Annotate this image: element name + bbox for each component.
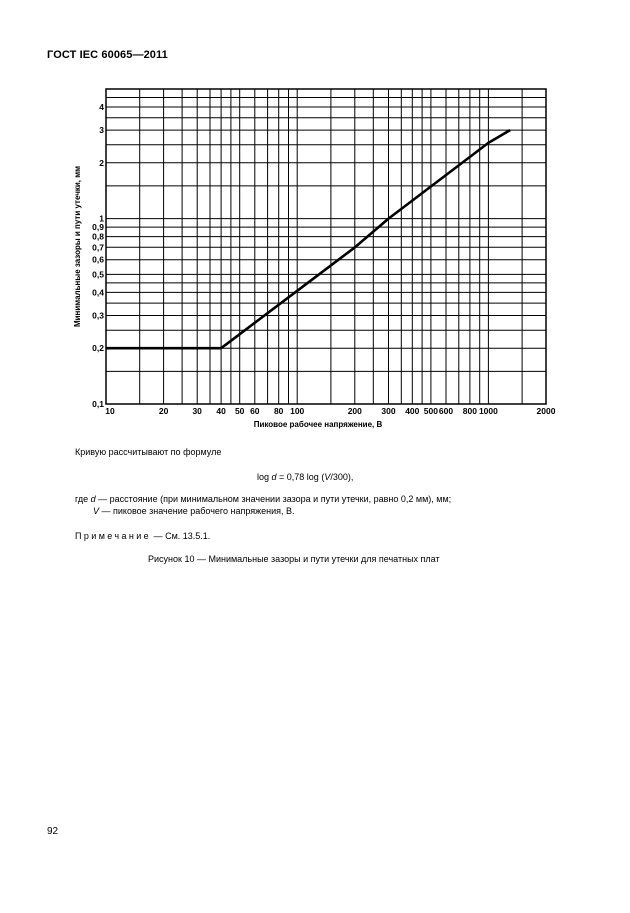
y-tick-labels (92, 102, 104, 409)
x-tick-label: 50 (234, 406, 245, 416)
figure-caption: Рисунок 10 — Минимальные зазоры и пути утечки для печатных плат (148, 554, 440, 564)
legend-part: — расстояние (при минимальном значении зазора и пути утечки, равно 0,2 мм), мм; (95, 494, 452, 504)
y-axis-title: Минимальные зазоры и пути утечки, мм (73, 165, 82, 328)
y-tick-label: 0,1 (92, 399, 104, 409)
y-tick-label: 0,7 (92, 242, 104, 253)
note-label: Примечание (75, 531, 152, 541)
x-tick-labels (105, 406, 555, 416)
x-tick-label: 10 (105, 406, 115, 416)
formula (257, 471, 353, 483)
x-tick-label: 30 (192, 406, 202, 416)
y-tick-label: 0,2 (92, 343, 104, 354)
legend-var-d: d (90, 494, 96, 504)
y-tick-label: 2 (99, 157, 104, 168)
x-axis-title: Пиковое рабочее напряжение, В (253, 420, 383, 429)
y-tick-label: 1 (99, 213, 104, 224)
formula-part: /300), (330, 472, 354, 482)
legend-var-v: V (93, 506, 100, 516)
x-tick-label: 80 (273, 406, 284, 416)
x-tick-label: 2000 (536, 406, 556, 416)
x-tick-label: 100 (290, 406, 305, 416)
legend-v (93, 505, 295, 517)
page-number: 92 (47, 826, 59, 837)
legend-d (75, 493, 451, 505)
formula-var-v: V (324, 472, 331, 482)
legend-part: где (75, 494, 91, 504)
y-tick-label: 0,8 (92, 231, 104, 242)
x-tick-label: 300 (381, 406, 396, 416)
x-tick-label: 20 (158, 406, 169, 416)
x-tick-label: 200 (347, 406, 362, 416)
formula-var-d: d (271, 472, 277, 482)
y-tick-label: 0,4 (92, 287, 104, 298)
y-tick-label: 4 (99, 102, 104, 112)
clearance-chart (0, 0, 630, 440)
formula-part: log (257, 472, 272, 482)
y-tick-label: 0,6 (92, 254, 104, 265)
x-tick-label: 1000 (478, 406, 498, 416)
note-text: — См. 13.5.1. (151, 531, 211, 541)
chart-grid (106, 89, 546, 404)
x-tick-label: 600 (438, 406, 454, 416)
y-tick-label: 0,9 (92, 222, 104, 233)
x-tick-label: 40 (216, 406, 226, 416)
y-tick-label: 0,3 (92, 310, 104, 321)
note (75, 530, 210, 542)
document-header: ГОСТ IEC 60065—2011 (47, 49, 168, 61)
legend-part: — пиковое значение рабочего напряжения, В. (99, 506, 295, 516)
x-tick-label: 60 (250, 406, 260, 416)
x-tick-label: 500 (423, 406, 438, 416)
formula-intro: Кривую рассчитывают по формуле (75, 447, 222, 457)
formula-part: = 0,78 log ( (276, 472, 325, 482)
y-tick-label: 0,5 (92, 269, 104, 280)
x-tick-label: 400 (405, 406, 420, 416)
y-tick-label: 3 (99, 125, 104, 136)
x-tick-label: 800 (462, 406, 477, 416)
